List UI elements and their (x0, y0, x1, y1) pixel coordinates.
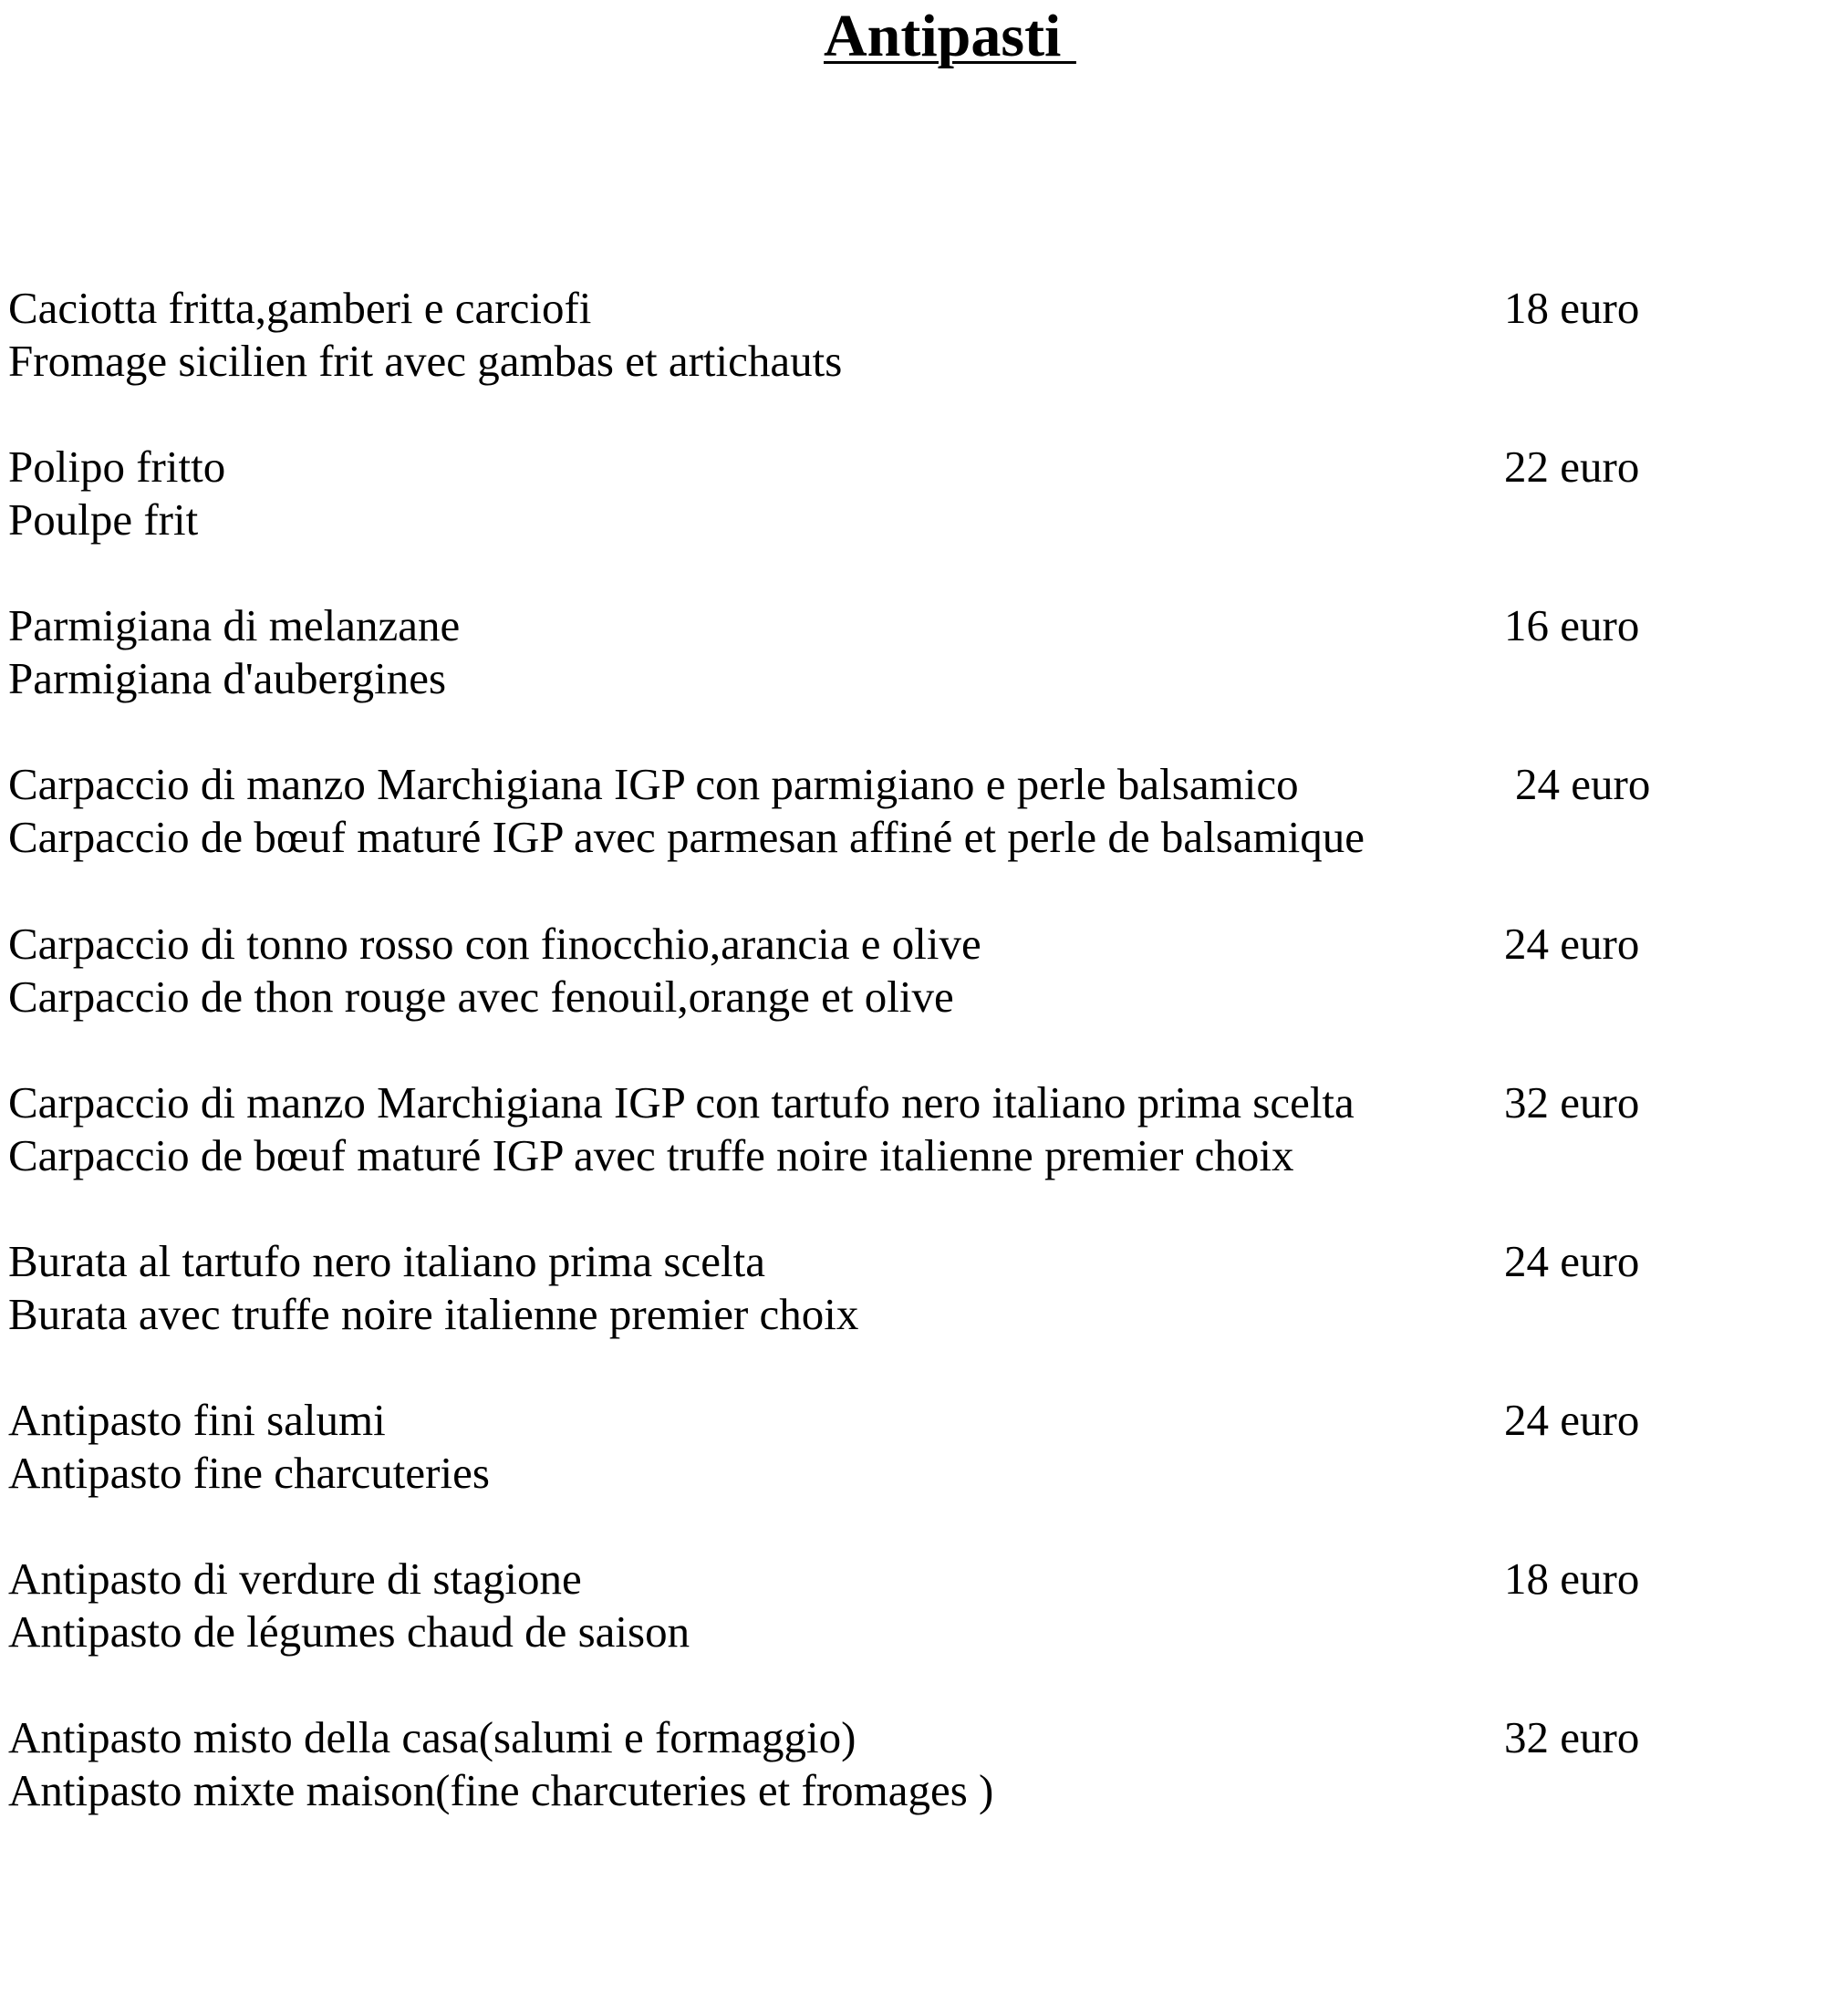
item-price: 24 euro (1504, 919, 1640, 969)
item-price: 24 euro (1515, 759, 1651, 809)
menu-item (8, 599, 1741, 709)
item-price: 18 euro (1504, 283, 1640, 333)
item-name-french: Burata avec truffe noire italienne premier choix (8, 1289, 859, 1339)
item-price: 32 euro (1504, 1712, 1640, 1762)
item-name-italian: Carpaccio di tonno rosso con finocchio,arancia e olive (8, 919, 981, 969)
item-name-french: Antipasto de légumes chaud de saison (8, 1606, 690, 1657)
menu-item (8, 918, 1741, 1027)
page-title: Antipasti (824, 3, 1076, 69)
item-name-french: Antipasto fine charcuteries (8, 1448, 490, 1498)
item-name-french: Fromage sicilien frit avec gambas et artichauts (8, 336, 843, 386)
menu-item (8, 1235, 1741, 1345)
item-price: 18 euro (1504, 1554, 1640, 1604)
item-price: 24 euro (1504, 1395, 1640, 1445)
item-name-italian: Carpaccio di manzo Marchigiana IGP con tartufo nero italiano prima scelta (8, 1077, 1355, 1128)
item-price: 16 euro (1504, 600, 1640, 650)
item-name-italian: Polipo fritto (8, 442, 226, 492)
menu-item (8, 1553, 1741, 1662)
menu-item (8, 1711, 1741, 1821)
item-name-italian: Caciotta fritta,gamberi e carciofi (8, 283, 592, 333)
item-name-italian: Carpaccio di manzo Marchigiana IGP con parmigiano e perle balsamico (8, 759, 1299, 809)
item-name-french: Carpaccio de bœuf maturé IGP avec parmesan affiné et perle de balsamique (8, 812, 1365, 862)
item-price: 32 euro (1504, 1077, 1640, 1128)
item-name-italian: Antipasto fini salumi (8, 1395, 386, 1445)
menu-item (8, 1076, 1741, 1186)
item-price: 22 euro (1504, 442, 1640, 492)
item-name-french: Carpaccio de thon rouge avec fenouil,orange et olive (8, 972, 954, 1022)
item-name-italian: Burata al tartufo nero italiano prima scelta (8, 1236, 765, 1286)
item-name-italian: Antipasto di verdure di stagione (8, 1554, 582, 1604)
item-name-french: Antipasto mixte maison(fine charcuteries et fromages ) (8, 1765, 994, 1815)
menu-item (8, 441, 1741, 550)
menu-item (8, 758, 1741, 868)
item-price: 24 euro (1504, 1236, 1640, 1286)
menu-item (8, 1394, 1741, 1503)
item-name-italian: Antipasto misto della casa(salumi e formaggio) (8, 1712, 856, 1762)
item-name-french: Carpaccio de bœuf maturé IGP avec truffe noire italienne premier choix (8, 1130, 1294, 1180)
item-name-french: Parmigiana d'aubergines (8, 653, 447, 703)
item-name-italian: Parmigiana di melanzane (8, 600, 461, 650)
menu-item (8, 282, 1741, 391)
item-name-french: Poulpe frit (8, 494, 199, 545)
